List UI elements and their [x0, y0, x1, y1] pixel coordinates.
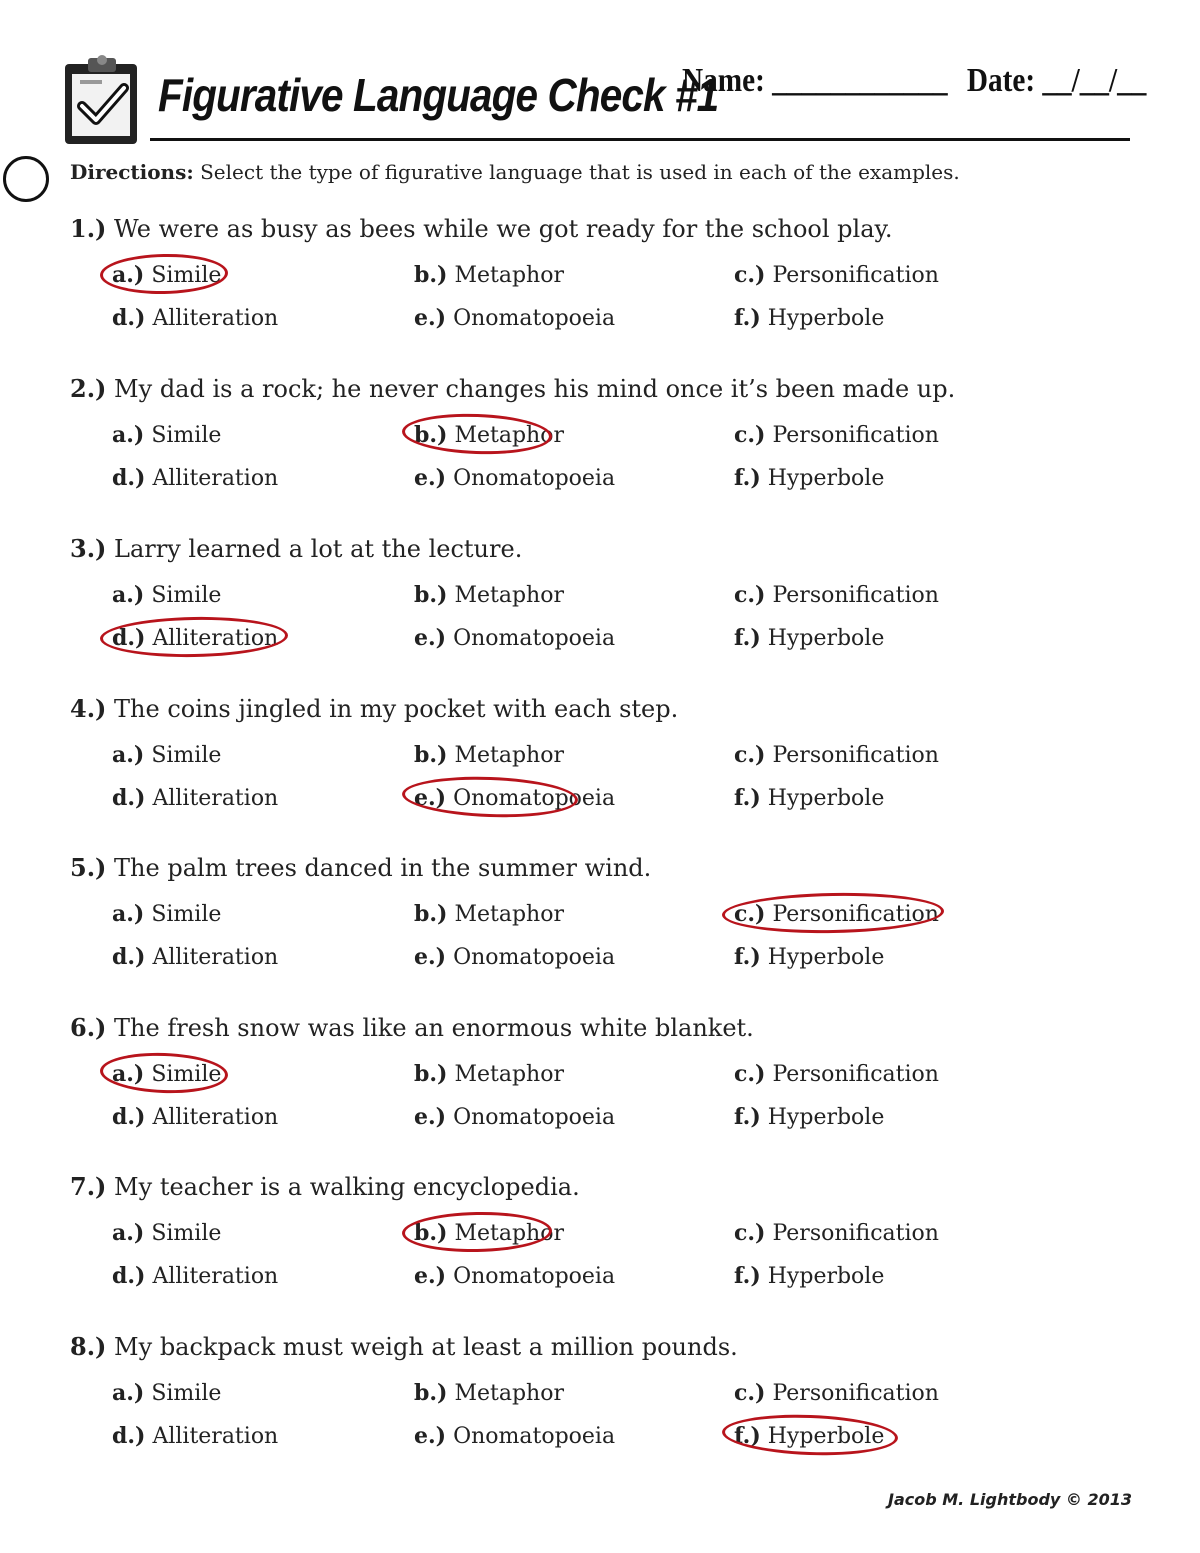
option-letter: f.)	[734, 785, 761, 811]
question-1	[70, 214, 1170, 331]
option-letter: d.)	[112, 625, 146, 651]
question-number: 7.)	[70, 1172, 107, 1201]
option-letter: b.)	[414, 901, 448, 927]
option-label: Alliteration	[145, 1424, 279, 1449]
option-label: Metaphor	[447, 1062, 564, 1087]
answer-option[interactable]	[414, 901, 564, 927]
option-letter: e.)	[414, 1423, 447, 1449]
option-letter: a.)	[112, 1220, 145, 1246]
option-letter: e.)	[414, 1263, 447, 1289]
option-label: Onomatopoeia	[446, 945, 616, 970]
question-number: 2.)	[70, 374, 107, 403]
option-label: Onomatopoeia	[446, 1105, 616, 1130]
option-label: Personification	[765, 743, 939, 768]
question-stem	[70, 694, 1170, 723]
answer-option[interactable]	[734, 785, 884, 811]
option-label: Hyperbole	[760, 626, 885, 651]
answer-option[interactable]	[112, 1423, 278, 1449]
option-letter: d.)	[112, 465, 146, 491]
question-number: 8.)	[70, 1332, 107, 1361]
option-label: Hyperbole	[760, 945, 885, 970]
option-label: Hyperbole	[760, 1264, 885, 1289]
question-stem	[70, 374, 1170, 403]
option-letter: c.)	[734, 262, 766, 288]
directions	[70, 160, 960, 184]
answer-option[interactable]	[112, 1104, 278, 1130]
option-label: Alliteration	[145, 626, 279, 651]
answer-option[interactable]	[734, 422, 939, 448]
option-letter: a.)	[112, 1061, 145, 1087]
option-label: Onomatopoeia	[446, 1424, 616, 1449]
question-text: The coins jingled in my pocket with each step.	[106, 695, 679, 723]
option-letter: c.)	[734, 1220, 766, 1246]
answer-option[interactable]	[414, 1380, 564, 1406]
answer-option[interactable]	[112, 1061, 221, 1087]
option-label: Onomatopoeia	[446, 786, 616, 811]
answer-option[interactable]	[414, 1423, 615, 1449]
option-label: Personification	[765, 1062, 939, 1087]
directions-label: Directions:	[70, 160, 194, 184]
punch-hole	[3, 156, 49, 202]
option-letter: c.)	[734, 742, 766, 768]
option-label: Personification	[765, 1221, 939, 1246]
question-6	[70, 1013, 1170, 1130]
option-letter: e.)	[414, 465, 447, 491]
option-letter: c.)	[734, 901, 766, 927]
question-number: 1.)	[70, 214, 107, 243]
answer-option[interactable]	[414, 465, 615, 491]
question-text: We were as busy as bees while we got ready for the school play.	[106, 215, 893, 243]
option-label: Metaphor	[447, 583, 564, 608]
option-label: Metaphor	[447, 743, 564, 768]
answer-option[interactable]	[414, 582, 564, 608]
option-letter: b.)	[414, 1380, 448, 1406]
option-label: Simile	[144, 583, 222, 608]
option-label: Personification	[765, 902, 939, 927]
option-label: Alliteration	[145, 945, 279, 970]
option-letter: f.)	[734, 625, 761, 651]
option-letter: e.)	[414, 1104, 447, 1130]
option-letter: e.)	[414, 944, 447, 970]
option-letter: d.)	[112, 944, 146, 970]
answer-option[interactable]	[112, 465, 278, 491]
answer-option[interactable]	[112, 944, 278, 970]
option-label: Hyperbole	[760, 306, 885, 331]
option-letter: b.)	[414, 422, 448, 448]
option-letter: c.)	[734, 1380, 766, 1406]
option-letter: d.)	[112, 305, 146, 331]
question-5	[70, 853, 1170, 970]
option-label: Alliteration	[145, 1264, 279, 1289]
answer-option[interactable]	[112, 262, 221, 288]
option-letter: f.)	[734, 465, 761, 491]
answer-option[interactable]	[112, 422, 221, 448]
answer-option[interactable]	[414, 1263, 615, 1289]
option-label: Alliteration	[145, 306, 279, 331]
name-date-line	[682, 62, 1146, 100]
question-2	[70, 374, 1170, 491]
answer-option[interactable]	[734, 1061, 939, 1087]
answer-option[interactable]	[734, 582, 939, 608]
option-label: Onomatopoeia	[446, 626, 616, 651]
option-label: Metaphor	[447, 1221, 564, 1246]
option-letter: a.)	[112, 582, 145, 608]
option-letter: e.)	[414, 625, 447, 651]
question-number: 4.)	[70, 694, 107, 723]
option-letter: b.)	[414, 262, 448, 288]
question-text: My dad is a rock; he never changes his mind once it’s been made up.	[106, 375, 956, 403]
answer-option[interactable]	[112, 742, 221, 768]
answer-option[interactable]	[734, 1220, 939, 1246]
question-text: Larry learned a lot at the lecture.	[106, 535, 523, 563]
question-text: My teacher is a walking encyclopedia.	[106, 1173, 580, 1201]
answer-option[interactable]	[414, 1220, 564, 1246]
option-label: Simile	[144, 743, 222, 768]
option-letter: c.)	[734, 422, 766, 448]
option-label: Metaphor	[447, 902, 564, 927]
answer-option[interactable]	[414, 1104, 615, 1130]
answer-option[interactable]	[112, 305, 278, 331]
question-text: The palm trees danced in the summer wind.	[106, 854, 652, 882]
option-letter: a.)	[112, 1380, 145, 1406]
option-letter: d.)	[112, 785, 146, 811]
option-letter: d.)	[112, 1423, 146, 1449]
copyright-credit: Jacob M. Lightbody © 2013	[888, 1490, 1132, 1509]
question-stem	[70, 1332, 1170, 1361]
answer-option[interactable]	[414, 262, 564, 288]
option-label: Hyperbole	[760, 1424, 885, 1449]
answer-option[interactable]	[734, 625, 884, 651]
option-letter: f.)	[734, 305, 761, 331]
answer-option[interactable]	[414, 305, 615, 331]
answer-option[interactable]	[414, 625, 615, 651]
question-8	[70, 1332, 1170, 1449]
question-number: 5.)	[70, 853, 107, 882]
answer-option[interactable]	[734, 944, 884, 970]
question-stem	[70, 534, 1170, 563]
header-divider	[150, 138, 1130, 141]
option-letter: a.)	[112, 262, 145, 288]
answer-option[interactable]	[734, 305, 884, 331]
answer-option[interactable]	[112, 785, 278, 811]
option-letter: f.)	[734, 1423, 761, 1449]
option-letter: b.)	[414, 582, 448, 608]
option-label: Simile	[144, 1062, 222, 1087]
answer-option[interactable]	[112, 1380, 221, 1406]
option-label: Onomatopoeia	[446, 1264, 616, 1289]
option-label: Alliteration	[145, 1105, 279, 1130]
option-label: Metaphor	[447, 263, 564, 288]
option-letter: a.)	[112, 901, 145, 927]
answer-option[interactable]	[112, 1220, 221, 1246]
option-label: Simile	[144, 1221, 222, 1246]
answer-option[interactable]	[734, 742, 939, 768]
option-label: Hyperbole	[760, 786, 885, 811]
option-letter: f.)	[734, 944, 761, 970]
answer-option[interactable]	[414, 785, 615, 811]
answer-option[interactable]	[734, 1104, 884, 1130]
question-3	[70, 534, 1170, 651]
option-label: Simile	[144, 263, 222, 288]
question-stem	[70, 1172, 1170, 1201]
option-label: Simile	[144, 1381, 222, 1406]
answer-option[interactable]	[414, 1061, 564, 1087]
option-letter: e.)	[414, 785, 447, 811]
option-letter: b.)	[414, 1220, 448, 1246]
answer-option[interactable]	[734, 901, 939, 927]
question-7	[70, 1172, 1170, 1289]
answer-option[interactable]	[414, 944, 615, 970]
answer-option[interactable]	[414, 742, 564, 768]
option-label: Simile	[144, 902, 222, 927]
answer-option[interactable]	[112, 1263, 278, 1289]
question-number: 3.)	[70, 534, 107, 563]
option-label: Personification	[765, 423, 939, 448]
answer-option[interactable]	[734, 465, 884, 491]
option-label: Alliteration	[145, 466, 279, 491]
option-label: Personification	[765, 1381, 939, 1406]
question-number: 6.)	[70, 1013, 107, 1042]
option-letter: a.)	[112, 742, 145, 768]
answer-option[interactable]	[734, 262, 939, 288]
option-label: Metaphor	[447, 423, 564, 448]
option-label: Onomatopoeia	[446, 306, 616, 331]
option-letter: f.)	[734, 1263, 761, 1289]
worksheet-title: Figurative Language Check #1	[158, 69, 719, 121]
option-letter: b.)	[414, 742, 448, 768]
option-label: Hyperbole	[760, 466, 885, 491]
answer-option[interactable]	[112, 582, 221, 608]
option-label: Personification	[765, 263, 939, 288]
directions-text: Select the type of figurative language that is used in each of the examples.	[193, 160, 960, 184]
question-stem	[70, 1013, 1170, 1042]
date-field-label: Date: __/__/__	[966, 62, 1147, 99]
answer-option[interactable]	[112, 901, 221, 927]
option-label: Personification	[765, 583, 939, 608]
answer-option[interactable]	[734, 1380, 939, 1406]
clipboard-check-icon	[62, 52, 142, 148]
option-letter: d.)	[112, 1263, 146, 1289]
question-stem	[70, 214, 1170, 243]
question-text: The fresh snow was like an enormous white blanket.	[106, 1014, 754, 1042]
option-letter: d.)	[112, 1104, 146, 1130]
option-label: Hyperbole	[760, 1105, 885, 1130]
answer-option[interactable]	[414, 422, 564, 448]
option-letter: c.)	[734, 582, 766, 608]
question-4	[70, 694, 1170, 811]
option-letter: f.)	[734, 1104, 761, 1130]
option-label: Simile	[144, 423, 222, 448]
option-letter: e.)	[414, 305, 447, 331]
option-label: Alliteration	[145, 786, 279, 811]
option-letter: c.)	[734, 1061, 766, 1087]
option-label: Onomatopoeia	[446, 466, 616, 491]
question-stem	[70, 853, 1170, 882]
name-field-label: Name: ____________	[682, 62, 948, 99]
option-letter: b.)	[414, 1061, 448, 1087]
answer-option[interactable]	[734, 1263, 884, 1289]
question-text: My backpack must weigh at least a million pounds.	[106, 1333, 738, 1361]
answer-option[interactable]	[734, 1423, 884, 1449]
option-label: Metaphor	[447, 1381, 564, 1406]
answer-option[interactable]	[112, 625, 278, 651]
option-letter: a.)	[112, 422, 145, 448]
